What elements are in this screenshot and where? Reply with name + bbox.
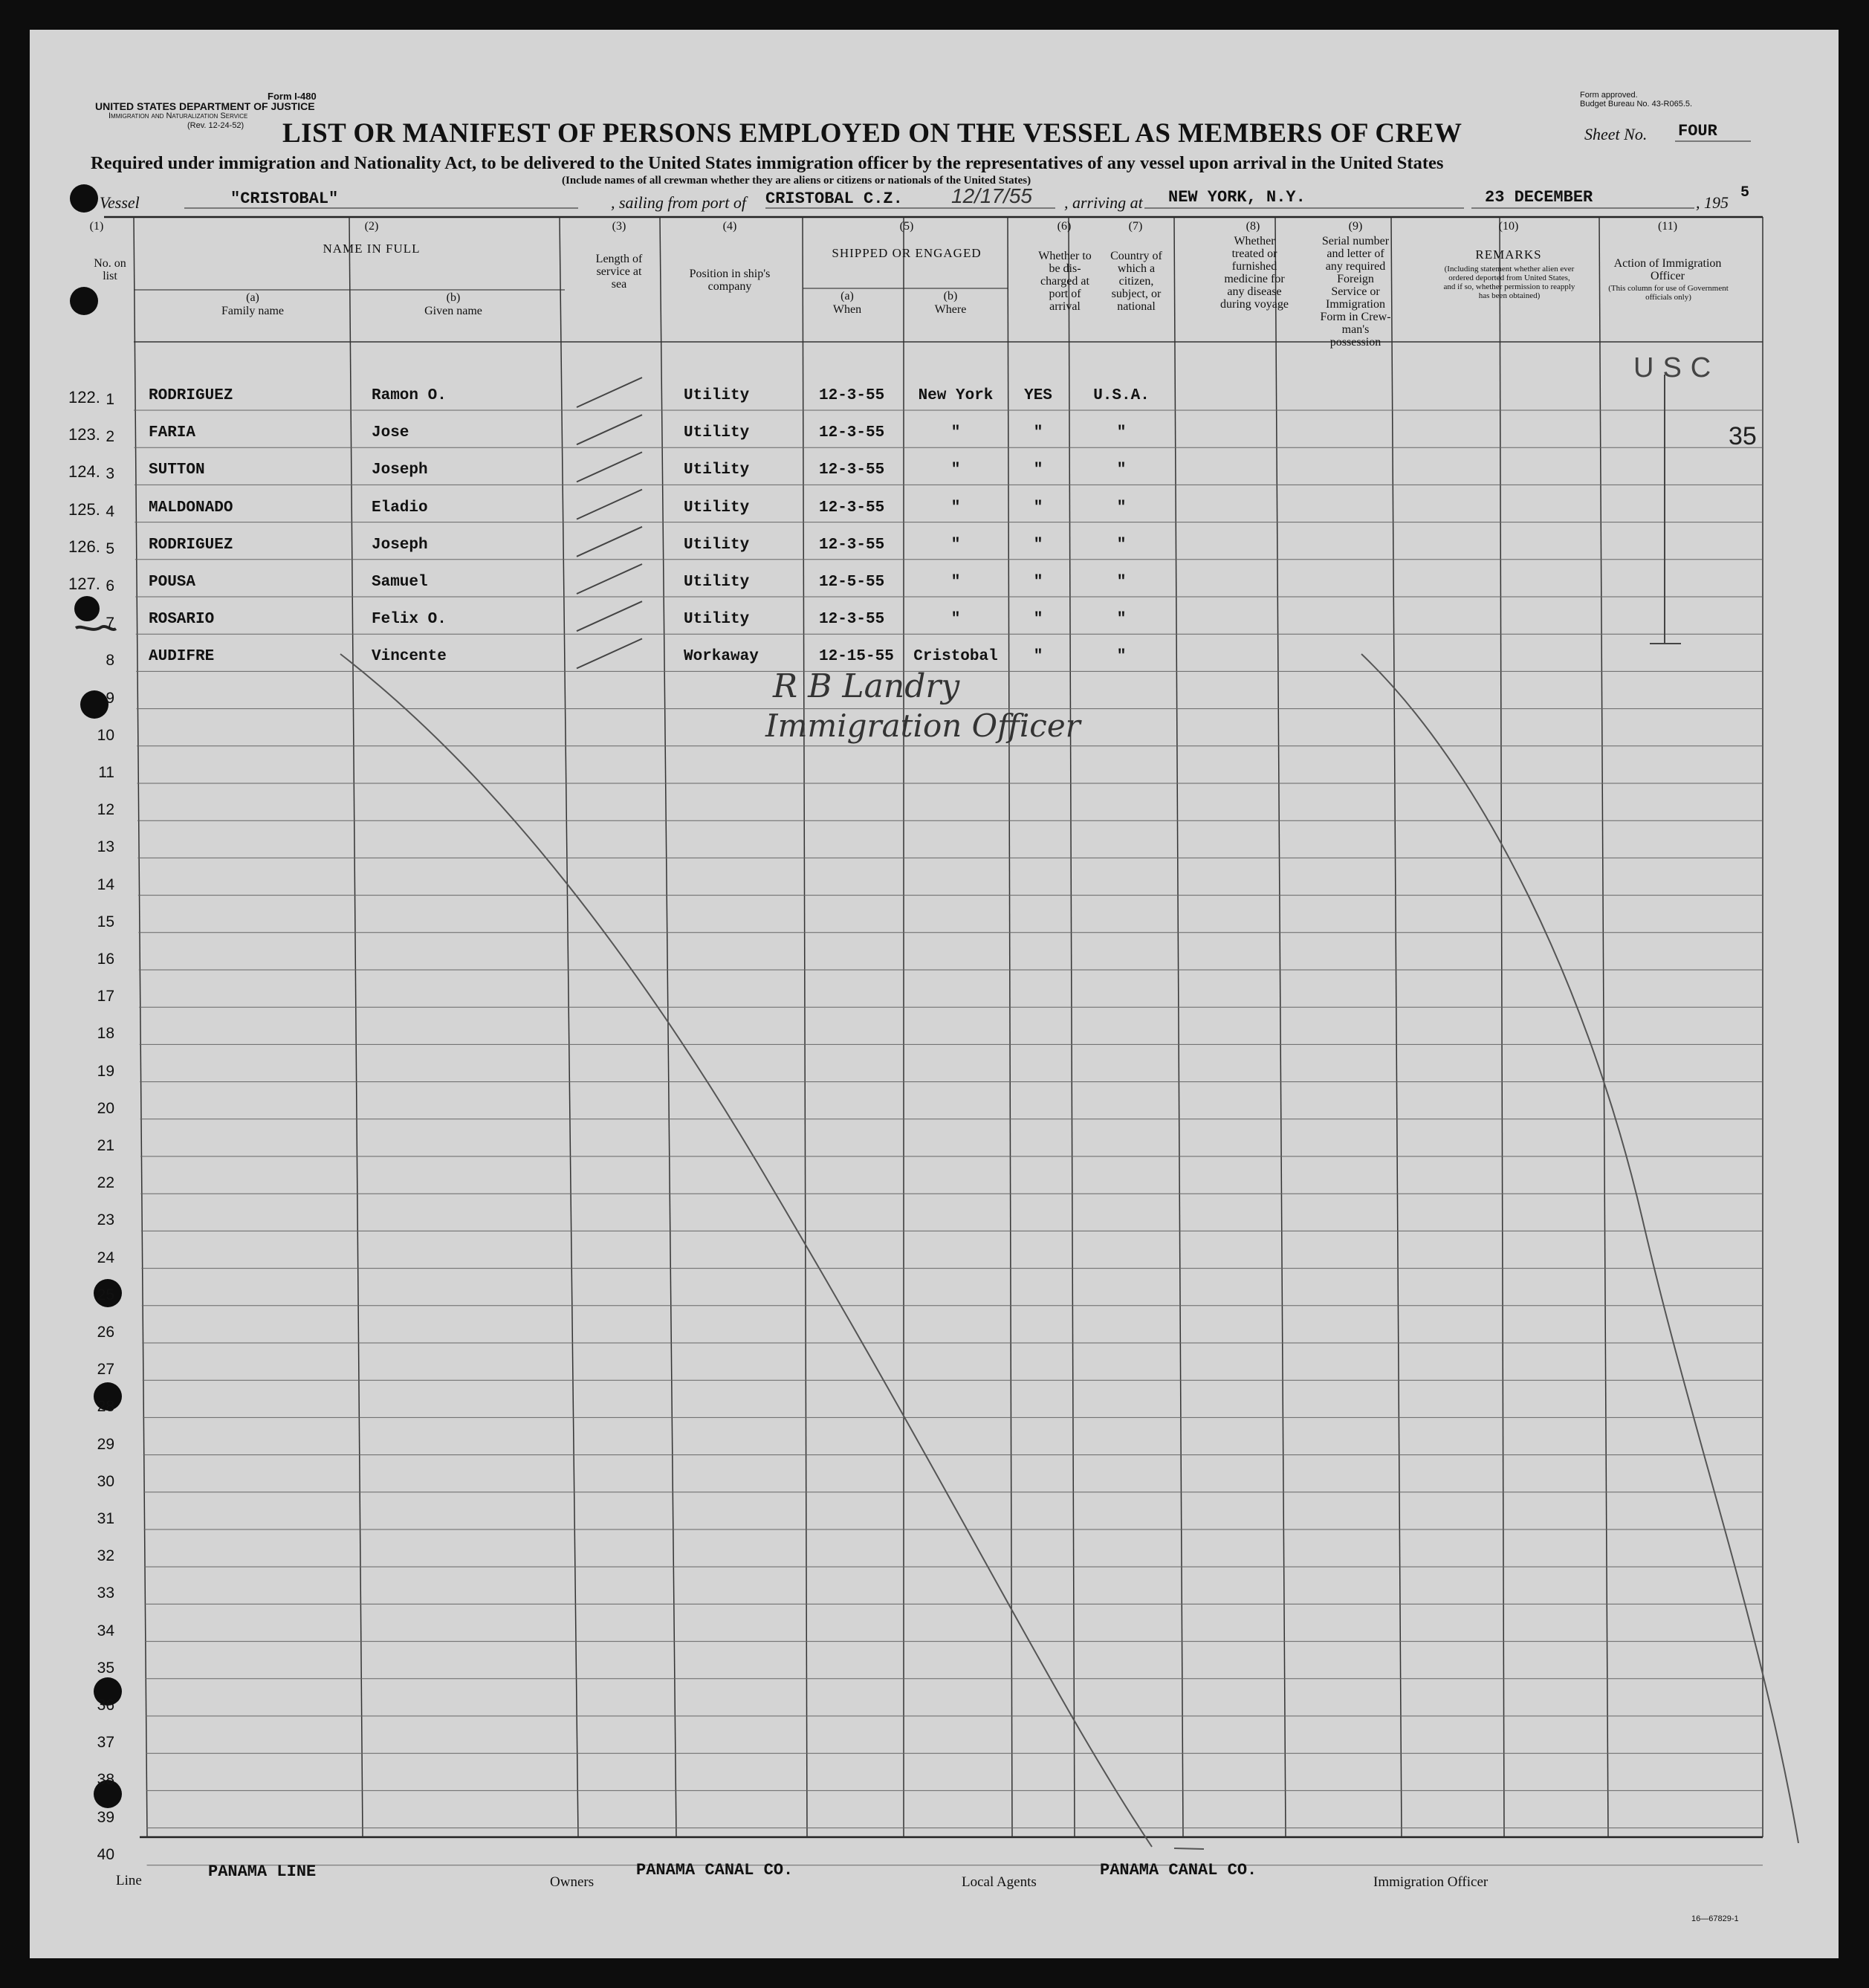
col7-label: Country of which a citizen, subject, or national	[1110, 250, 1162, 313]
col4-label: Position in ship's company	[689, 268, 771, 293]
table-cell-shipped-when: 12-3-55	[819, 462, 885, 479]
budget-bureau: Budget Bureau No. 43-R065.5.	[1580, 100, 1693, 109]
row-number: 29	[97, 1435, 114, 1453]
column-rule	[1174, 217, 1183, 1837]
length-dash-mark	[577, 564, 642, 594]
col10-num: (10)	[1498, 220, 1519, 233]
col3-num: (3)	[612, 220, 626, 233]
column-rule	[1275, 217, 1286, 1837]
table-cell-position: Utility	[684, 499, 750, 517]
sailing-port: CRISTOBAL C.Z.	[765, 190, 903, 208]
row-prefix: 127.	[68, 574, 100, 593]
manifest-grid	[30, 30, 1839, 1958]
table-cell-position: Utility	[684, 462, 750, 479]
vessel-name: "CRISTOBAL"	[230, 190, 339, 208]
row-number: 12	[97, 801, 114, 819]
table-cell-given-name: Jose	[372, 424, 409, 442]
col5b-num: (b)	[943, 290, 958, 302]
row-number: 18	[97, 1025, 114, 1043]
table-cell-position: Utility	[684, 424, 750, 442]
table-cell-country: "	[1116, 574, 1127, 591]
table-cell-shipped-when: 12-5-55	[819, 574, 885, 591]
column-rule	[1391, 217, 1402, 1837]
form-number: Form I-480	[268, 91, 317, 102]
cancel-stroke-right	[1361, 654, 1798, 1843]
row-number: 2	[106, 428, 114, 446]
footer-code: 16—67829-1	[1691, 1914, 1739, 1923]
row-prefix: 125.	[68, 499, 100, 519]
col1-label: No. on list	[94, 257, 126, 282]
table-cell-given-name: Vincente	[372, 648, 447, 666]
table-cell-shipped-where: "	[950, 424, 961, 442]
revision: (Rev. 12-24-52)	[187, 121, 244, 130]
table-cell-family-name: POUSA	[149, 574, 196, 591]
row-number: 33	[97, 1584, 114, 1602]
table-cell-position: Workaway	[684, 648, 759, 666]
table-cell-country: U.S.A.	[1093, 387, 1150, 404]
sheet-number: FOUR	[1678, 122, 1717, 140]
col5a-num: (a)	[840, 290, 854, 302]
table-cell-shipped-when: 12-3-55	[819, 387, 885, 404]
row-number: 14	[97, 875, 114, 893]
arriving-port: NEW YORK, N.Y.	[1168, 188, 1306, 207]
arriving-label: , arriving at	[1064, 193, 1143, 212]
col7-num: (7)	[1128, 220, 1143, 233]
table-cell-shipped-when: 12-3-55	[819, 499, 885, 517]
table-cell-shipped-when: 12-3-55	[819, 536, 885, 554]
owners-value: PANAMA CANAL CO.	[636, 1861, 794, 1879]
service: Immigration and Naturalization Service	[108, 111, 248, 120]
table-cell-discharged: "	[1033, 462, 1043, 479]
table-cell-family-name: MALDONADO	[149, 499, 233, 517]
table-cell-discharged: "	[1033, 611, 1043, 629]
row-number: 34	[97, 1622, 114, 1639]
row-number: 24	[97, 1249, 114, 1266]
col2a-label: Family name	[221, 305, 284, 317]
col2b-num: (b)	[446, 291, 461, 304]
col9-num: (9)	[1348, 220, 1363, 233]
table-cell-position: Utility	[684, 574, 750, 591]
table-cell-family-name: ROSARIO	[149, 611, 215, 629]
owners-label: Owners	[550, 1874, 595, 1890]
col11-num: (11)	[1657, 220, 1678, 233]
row-number: 40	[97, 1845, 114, 1863]
table-cell-position: Utility	[684, 536, 750, 554]
col5-label: SHIPPED OR ENGAGED	[832, 246, 982, 260]
table-cell-shipped-where: "	[950, 574, 961, 591]
row-number: 13	[97, 838, 114, 856]
length-dash-mark	[577, 638, 642, 668]
table-cell-discharged: "	[1033, 424, 1043, 442]
row-number: 1	[106, 391, 114, 408]
row-number: 39	[97, 1808, 114, 1826]
table-cell-discharged: "	[1033, 648, 1043, 666]
col1-num: (1)	[89, 220, 104, 233]
col11-sub: (This column for use of Government officials only)	[1608, 284, 1729, 302]
table-cell-given-name: Ramon O.	[372, 387, 447, 404]
department: UNITED STATES DEPARTMENT OF JUSTICE	[95, 100, 315, 112]
row-number: 17	[97, 988, 114, 1006]
row-number: 7	[106, 615, 114, 632]
table-cell-discharged: "	[1033, 536, 1043, 554]
count-annotation: 35	[1729, 422, 1757, 450]
table-cell-discharged: YES	[1024, 387, 1052, 404]
col9-label: Serial number and letter of any required Foreign Service or Immigration Form in Crew-man's possession	[1320, 235, 1391, 349]
table-cell-shipped-when: 12-15-55	[819, 648, 894, 666]
row-number: 37	[97, 1734, 114, 1752]
vessel-label: Vessel	[100, 193, 140, 212]
column-rule	[560, 217, 578, 1837]
row-number: 10	[97, 726, 114, 744]
table-cell-family-name: RODRIGUEZ	[149, 536, 233, 554]
table-cell-family-name: AUDIFRE	[149, 648, 215, 666]
row-number: 16	[97, 951, 114, 968]
row-number: 27	[97, 1361, 114, 1379]
action-bracket	[1650, 375, 1681, 644]
col10-label: REMARKS	[1475, 247, 1542, 262]
row-number: 22	[97, 1174, 114, 1192]
row-number: 31	[97, 1510, 114, 1527]
col3-label: Length of service at sea	[595, 253, 643, 291]
table-cell-position: Utility	[684, 387, 750, 404]
row-number: 32	[97, 1547, 114, 1565]
row-number: 11	[98, 764, 114, 781]
line-label: Line	[116, 1873, 142, 1888]
cancel-tick	[1174, 1848, 1204, 1849]
column-rule	[1069, 217, 1075, 1837]
row-prefix: 123.	[68, 425, 100, 444]
table-cell-discharged: "	[1033, 574, 1043, 591]
col5a-label: When	[832, 303, 862, 316]
col2a-num: (a)	[246, 291, 259, 304]
line-value: PANAMA LINE	[208, 1862, 317, 1881]
row-number: 21	[97, 1137, 114, 1154]
table-cell-shipped-where: "	[950, 499, 961, 517]
table-cell-shipped-where: Cristobal	[913, 648, 998, 666]
sailing-date-handwritten: 12/17/55	[951, 184, 1032, 207]
table-cell-country: "	[1116, 462, 1127, 479]
table-cell-given-name: Eladio	[372, 499, 428, 517]
row-number: 26	[97, 1324, 114, 1341]
row-number: 19	[97, 1062, 114, 1080]
col5b-label: Where	[934, 303, 967, 316]
table-cell-family-name: SUTTON	[149, 462, 205, 479]
table-cell-country: "	[1116, 648, 1127, 666]
row-number: 15	[97, 913, 114, 930]
row-prefix: 124.	[68, 462, 100, 482]
table-cell-country: "	[1116, 499, 1127, 517]
agents-value: PANAMA CANAL CO.	[1100, 1861, 1257, 1879]
length-dash-mark	[577, 527, 642, 557]
col5-num: (5)	[899, 220, 914, 233]
length-dash-mark	[577, 452, 642, 482]
table-cell-shipped-where: "	[950, 462, 961, 479]
table-cell-country: "	[1116, 536, 1127, 554]
col6-label: Whether to be dis-charged at port of arrival	[1038, 250, 1092, 313]
arrival-date: 23 DECEMBER	[1485, 188, 1593, 207]
column-rule	[1599, 217, 1608, 1837]
year-prefix: , 195	[1696, 193, 1729, 212]
manifest-page	[30, 30, 1839, 1958]
length-dash-mark	[577, 490, 642, 519]
length-dash-mark	[577, 378, 642, 407]
row-number: 20	[97, 1099, 114, 1117]
row-number: 3	[106, 465, 114, 483]
row-number: 35	[97, 1659, 114, 1677]
cancel-stroke-left	[340, 654, 1152, 1847]
column-rule	[660, 217, 676, 1837]
table-cell-shipped-where: New York	[918, 387, 994, 404]
column-rule	[1008, 217, 1012, 1837]
table-cell-given-name: Felix O.	[372, 611, 447, 629]
col6-num: (6)	[1057, 220, 1072, 233]
col11-label: Action of Immigration Officer	[1613, 257, 1722, 282]
form-approved: Form approved.	[1580, 91, 1638, 100]
table-cell-family-name: RODRIGUEZ	[149, 387, 233, 404]
table-cell-family-name: FARIA	[149, 424, 196, 442]
col2b-label: Given name	[424, 305, 482, 317]
col4-num: (4)	[722, 220, 737, 233]
sailing-label: , sailing from port of	[611, 193, 746, 212]
agents-label: Local Agents	[962, 1874, 1037, 1890]
row-number: 8	[106, 652, 114, 670]
officer-signature-name: R B Landry	[773, 667, 960, 705]
row-number: 25	[97, 1286, 114, 1304]
row-number: 4	[106, 502, 114, 520]
row-number: 9	[106, 689, 114, 707]
column-rule	[803, 217, 807, 1837]
row-number: 5	[106, 540, 114, 557]
table-cell-shipped-when: 12-3-55	[819, 424, 885, 442]
table-cell-country: "	[1116, 424, 1127, 442]
table-cell-discharged: "	[1033, 499, 1043, 517]
officer-label: Immigration Officer	[1373, 1874, 1489, 1890]
row-prefix: 126.	[68, 537, 100, 556]
col8-label: Whether treated or furnished medicine for any disease during voyage	[1220, 235, 1289, 311]
page-title: LIST OR MANIFEST OF PERSONS EMPLOYED ON THE VESSEL AS MEMBERS OF CREW	[282, 118, 1463, 149]
table-cell-given-name: Joseph	[372, 536, 428, 554]
column-rule	[349, 217, 363, 1837]
sheet-label: Sheet No.	[1584, 125, 1648, 143]
instruction-note: (Include names of all crewman whether they are aliens or citizens or nationals of the United States)	[562, 175, 1031, 187]
table-cell-country: "	[1116, 611, 1127, 629]
table-cell-position: Utility	[684, 611, 750, 629]
table-cell-shipped-where: "	[950, 611, 961, 629]
table-cell-shipped-where: "	[950, 536, 961, 554]
column-rule	[134, 217, 147, 1837]
year-suffix: 5	[1740, 184, 1750, 201]
row-number: 38	[97, 1771, 114, 1789]
col2-num: (2)	[364, 220, 379, 233]
column-rule	[1500, 217, 1504, 1837]
usc-annotation: USC	[1633, 352, 1720, 383]
row-prefix: 122.	[68, 388, 100, 407]
table-cell-shipped-when: 12-3-55	[819, 611, 885, 629]
col10-sub: (Including statement whether alien ever ordered deported from United States, and if so, whether permission to reapply has been obtained)	[1443, 265, 1575, 300]
subtitle: Required under immigration and Nationality Act, to be delivered to the United States immigration officer by the representatives of any vessel upon arrival in the United States	[91, 153, 1444, 173]
row-number: 36	[97, 1697, 114, 1714]
length-dash-mark	[577, 601, 642, 631]
officer-signature-title: Immigration Officer	[765, 708, 1081, 744]
table-cell-given-name: Joseph	[372, 462, 428, 479]
row-number: 30	[97, 1472, 114, 1490]
col8-num: (8)	[1246, 220, 1260, 233]
length-dash-mark	[577, 415, 642, 444]
row-number: 28	[97, 1398, 114, 1416]
row-number: 23	[97, 1211, 114, 1229]
table-cell-given-name: Samuel	[372, 574, 428, 591]
row-number: 6	[106, 577, 114, 595]
col2-label: NAME IN FULL	[323, 242, 421, 256]
